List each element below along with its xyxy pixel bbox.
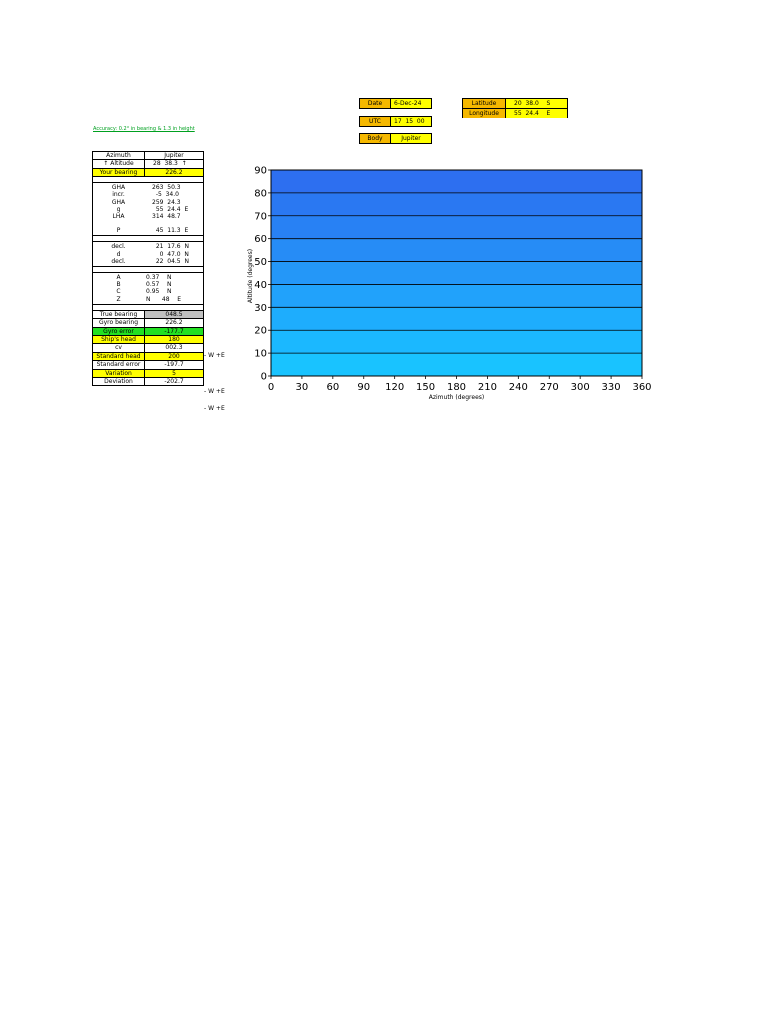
y-tick-label: 80 bbox=[254, 188, 267, 200]
x-axis bbox=[268, 376, 652, 393]
ships-head-row bbox=[93, 335, 203, 343]
your-bearing-row bbox=[93, 168, 203, 176]
utc-box bbox=[359, 116, 432, 127]
gyro-error-value: -177.7 bbox=[164, 327, 184, 335]
p-label: P bbox=[116, 227, 121, 235]
incr-label: incr. bbox=[112, 191, 125, 199]
cv-row bbox=[93, 343, 203, 351]
altitude-value: 28 38.3 ↑ bbox=[153, 160, 187, 168]
c-label: C bbox=[116, 288, 121, 296]
gha2-value: 259 24.3 bbox=[152, 198, 181, 206]
z-label: Z bbox=[116, 295, 121, 303]
standard-error-sign-note: - W +E bbox=[204, 388, 225, 395]
band-40-50 bbox=[271, 262, 642, 285]
gha-label: GHA bbox=[111, 184, 126, 192]
gha2-label: GHA bbox=[111, 198, 126, 206]
band-50-60 bbox=[271, 239, 642, 262]
gyro-error-row bbox=[93, 327, 203, 335]
lha-label: LHA bbox=[112, 212, 125, 220]
p-value: 45 11.3 E bbox=[152, 227, 189, 235]
g-label: g bbox=[116, 205, 121, 213]
body-value[interactable]: Jupiter bbox=[391, 134, 431, 143]
y-tick-label: 60 bbox=[254, 234, 267, 246]
y-tick-label: 10 bbox=[254, 348, 267, 360]
y-tick-label: 0 bbox=[260, 371, 267, 383]
true-bearing-label: True bearing bbox=[93, 311, 145, 318]
band-80-90 bbox=[271, 170, 642, 193]
altitude-azimuth-chart bbox=[236, 160, 656, 410]
date-box bbox=[359, 98, 432, 109]
x-tick-label: 270 bbox=[539, 382, 559, 393]
decl-value: 21 17.6 N bbox=[152, 243, 189, 251]
variation-value[interactable]: 5 bbox=[172, 369, 176, 377]
deviation-sign-note: - W +E bbox=[204, 405, 225, 412]
accuracy-note: Accuracy: 0.2° in bearing & 1.3 in height bbox=[93, 126, 195, 132]
gha-value: 263 50.3 bbox=[152, 184, 181, 192]
band-60-70 bbox=[271, 216, 642, 239]
chart-bands bbox=[271, 170, 642, 376]
y-tick-label: 70 bbox=[254, 211, 267, 223]
b-value: 0.57 N bbox=[146, 281, 172, 289]
d-label: d bbox=[116, 250, 121, 258]
body-label: Body bbox=[360, 134, 391, 143]
z-value: N 48 E bbox=[146, 295, 181, 303]
gyro-bearing-label: Gyro bearing bbox=[93, 319, 145, 326]
y-tick-label: 40 bbox=[254, 279, 267, 291]
position-box bbox=[462, 98, 568, 118]
altitude-row bbox=[93, 159, 203, 167]
date-label: Date bbox=[360, 99, 391, 108]
band-70-80 bbox=[271, 193, 642, 216]
band-30-40 bbox=[271, 284, 642, 307]
x-tick-label: 150 bbox=[416, 382, 436, 393]
deviation-label: Deviation bbox=[93, 378, 145, 385]
standard-head-row bbox=[93, 352, 203, 360]
x-tick-label: 120 bbox=[385, 382, 405, 393]
y-tick-label: 50 bbox=[254, 257, 267, 269]
a-label: A bbox=[116, 274, 121, 282]
x-tick-label: 60 bbox=[326, 382, 340, 393]
altitude-label: ↑ Altitude bbox=[93, 160, 145, 167]
incr-value: -5 34.0 bbox=[152, 191, 179, 199]
abc-block bbox=[93, 273, 203, 304]
deviation-row bbox=[93, 377, 203, 385]
x-tick-label: 90 bbox=[357, 382, 371, 393]
standard-error-value: -197.7 bbox=[164, 361, 184, 369]
cv-label: cv bbox=[93, 344, 145, 351]
separator bbox=[93, 304, 203, 311]
x-tick-label: 240 bbox=[508, 382, 528, 393]
lha-value: 314 48.7 bbox=[152, 212, 181, 220]
band-10-20 bbox=[271, 330, 642, 353]
ships-head-label: Ship's head bbox=[93, 336, 145, 343]
standard-head-value[interactable]: 200 bbox=[168, 352, 180, 360]
x-tick-label: 30 bbox=[295, 382, 309, 393]
g-value: 55 24.4 E bbox=[152, 205, 189, 213]
longitude-value[interactable]: 55 24.4 E bbox=[506, 109, 567, 118]
x-tick-label: 210 bbox=[477, 382, 497, 393]
y-tick-label: 90 bbox=[254, 165, 267, 177]
separator bbox=[93, 266, 203, 273]
separator bbox=[93, 176, 203, 183]
cv-value: 002.3 bbox=[165, 344, 183, 352]
variation-row bbox=[93, 369, 203, 377]
x-tick-label: 300 bbox=[570, 382, 590, 393]
gyro-bearing-row bbox=[93, 318, 203, 326]
your-bearing-value[interactable]: 226.2 bbox=[165, 168, 183, 176]
x-tick-label: 330 bbox=[601, 382, 621, 393]
latitude-value[interactable]: 20 38.0 S bbox=[506, 99, 567, 108]
azimuth-value: Jupiter bbox=[164, 152, 184, 159]
longitude-label: Longitude bbox=[463, 109, 506, 118]
gha-block bbox=[93, 183, 203, 235]
date-value[interactable]: 6-Dec-24 bbox=[391, 99, 431, 108]
decl-label: decl. bbox=[111, 243, 126, 251]
band-0-10 bbox=[271, 353, 642, 376]
utc-label: UTC bbox=[360, 117, 391, 126]
decl2-label: decl. bbox=[111, 257, 126, 265]
ships-head-value[interactable]: 180 bbox=[168, 335, 180, 343]
standard-error-row bbox=[93, 360, 203, 368]
azimuth-row bbox=[93, 152, 203, 159]
true-bearing-row bbox=[93, 311, 203, 318]
separator bbox=[93, 235, 203, 242]
gyro-error-label: Gyro error bbox=[93, 328, 145, 335]
your-bearing-label: Your bearing bbox=[93, 169, 145, 176]
d-value: 0 47.0 N bbox=[152, 250, 189, 258]
standard-error-label: Standard error bbox=[93, 361, 145, 368]
blank-value bbox=[144, 220, 203, 227]
body-box bbox=[359, 133, 432, 144]
a-value: 0.37 N bbox=[146, 274, 172, 282]
standard-head-label: Standard head bbox=[93, 353, 145, 360]
x-tick-label: 180 bbox=[446, 382, 467, 393]
x-axis-label: Azimuth (degrees) bbox=[428, 394, 485, 401]
azimuth-label: Azimuth bbox=[93, 152, 145, 159]
y-tick-label: 30 bbox=[254, 302, 267, 314]
gyro-bearing-value: 226.2 bbox=[165, 319, 183, 327]
decl2-value: 22 04.5 N bbox=[152, 257, 189, 265]
decl-block bbox=[93, 242, 203, 266]
utc-value[interactable]: 17 15 00 bbox=[391, 117, 431, 126]
b-label: B bbox=[116, 281, 121, 289]
c-value: 0.95 N bbox=[146, 288, 172, 296]
deviation-value: -202.7 bbox=[164, 377, 184, 385]
calculation-table bbox=[92, 151, 204, 386]
gyro-error-sign-note: - W +E bbox=[204, 352, 225, 359]
y-tick-label: 20 bbox=[254, 325, 267, 337]
y-axis bbox=[254, 166, 271, 383]
band-20-30 bbox=[271, 307, 642, 330]
x-tick-label: 360 bbox=[632, 382, 652, 393]
blank-label bbox=[93, 220, 144, 227]
y-axis-label: Altitude (degrees) bbox=[247, 248, 254, 304]
variation-label: Variation bbox=[93, 370, 145, 377]
latitude-label: Latitude bbox=[463, 99, 506, 108]
true-bearing-value: 048.5 bbox=[145, 311, 203, 318]
x-tick-label: 0 bbox=[267, 382, 275, 393]
